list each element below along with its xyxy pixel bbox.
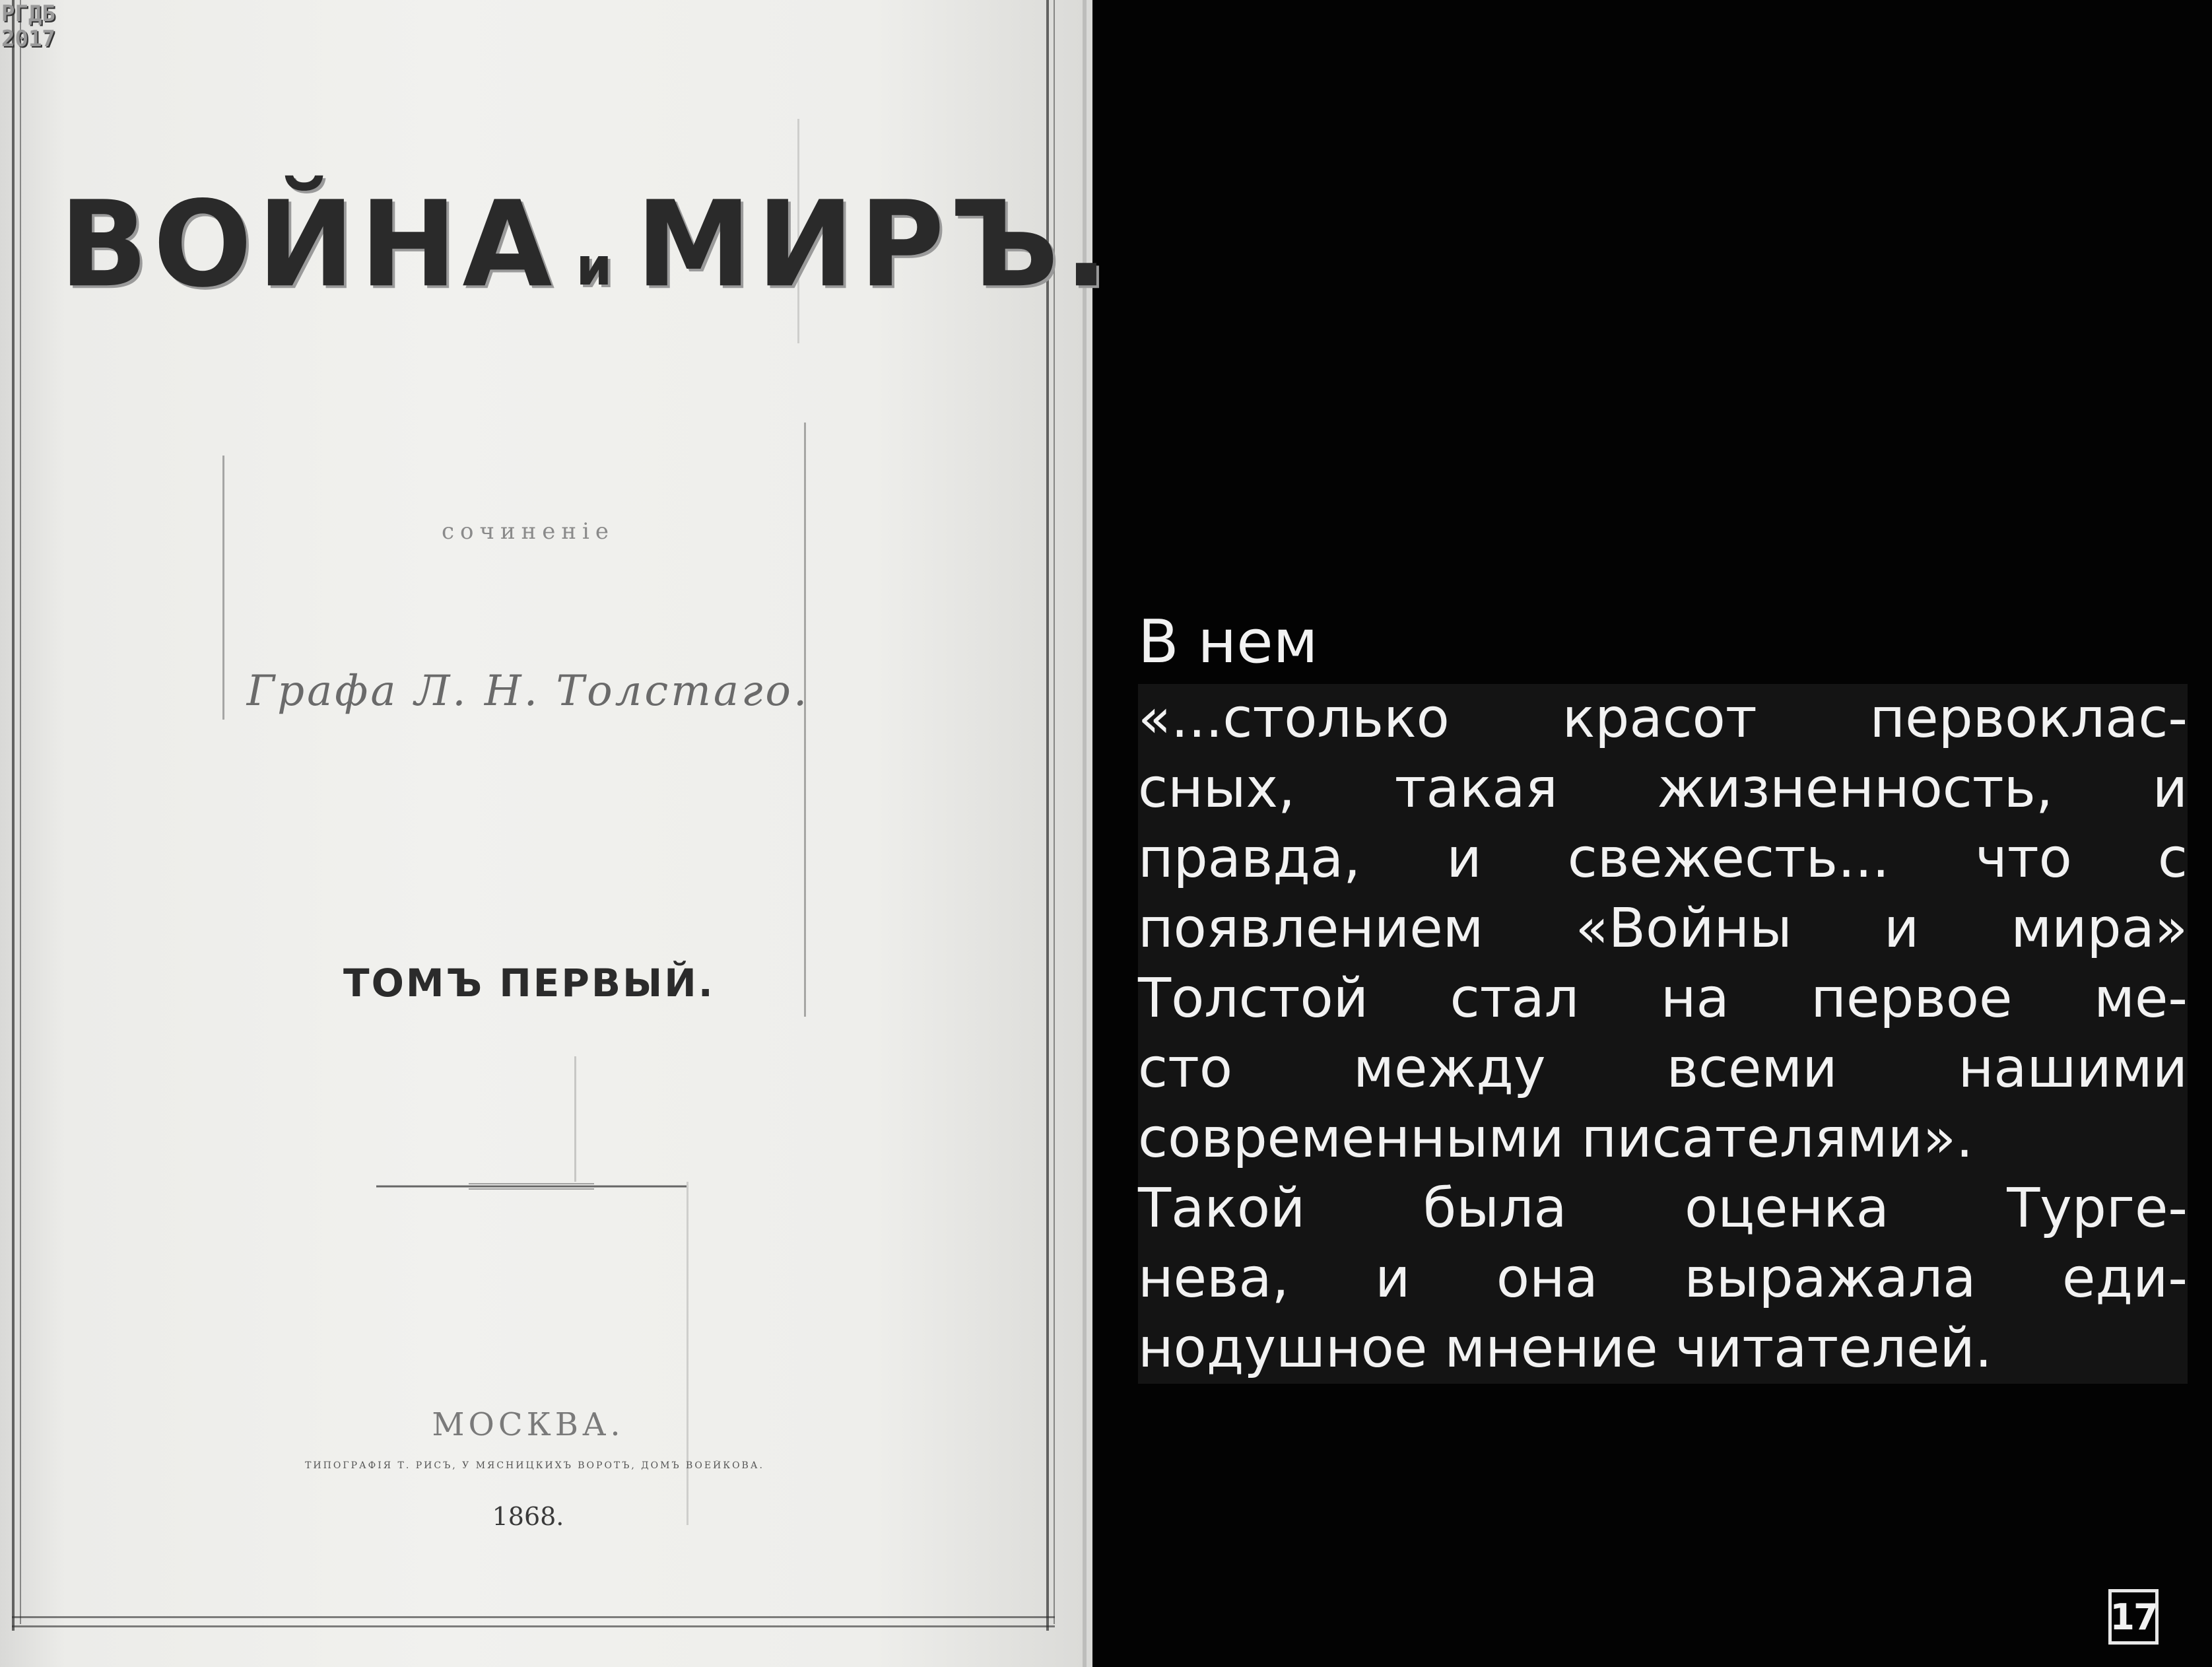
page-border-left [12,0,15,1631]
publication-year: 1868. [492,1502,564,1531]
narration-line: нодушное мнение читателей. [1138,1317,1992,1380]
narration-line: появлением «Войны и мира» [1138,897,2188,960]
book-title [59,175,1114,314]
book-title-word-war: ВОЙНА [59,175,558,314]
narration-line: Такой была оценка Турге- [1138,1177,2188,1240]
narration-quote [1138,684,2188,1384]
author-line: Графа Л. Н. Толстаго. [246,667,810,716]
narration-line: нева, и она выражала еди- [1138,1247,2188,1310]
page-border-bottom-inner [12,1625,1055,1627]
book-title-conjunction: и [576,238,618,297]
narration-line: «...столько красот первоклас- [1138,687,2188,750]
narration-line: современными писателями». [1138,1107,1974,1170]
watermark-line2: 2017 [1,26,55,52]
volume-label: ТОМЪ ПЕРВЫЙ. [343,961,715,1005]
narration-line: сто между всеми нашими [1138,1037,2188,1100]
narration-line: правда, и свежесть... что с [1138,827,2188,890]
narration-intro: В нем [1138,607,1318,677]
film-scratch [222,456,224,720]
publication-city: МОСКВА. [432,1406,624,1443]
watermark-line1: РГДБ [1,1,55,27]
archive-watermark [1,1,74,51]
narration-line: сных, такая жизненность, и [1138,757,2188,820]
book-title-word-peace: МИРЪ. [636,175,1114,314]
slide-number-badge: 17 [2108,1589,2159,1645]
film-scratch [687,1182,688,1525]
narration-text [1138,601,2188,1384]
film-scratch [574,1056,576,1182]
printer-imprint: ТИПОГРАФІЯ Т. РИСЪ, У МЯСНИЦКИХЪ ВОРОТЪ, ДОМЪ ВОЕЙКОВА. [305,1460,764,1471]
narration-line: Толстой стал на первое ме- [1138,967,2188,1030]
composition-label: сочиненіе [441,518,615,545]
ornament-divider [376,1182,687,1191]
page-border-bottom [12,1616,1055,1618]
page-border-left-inner [20,0,21,1624]
film-scratch [804,423,806,1017]
